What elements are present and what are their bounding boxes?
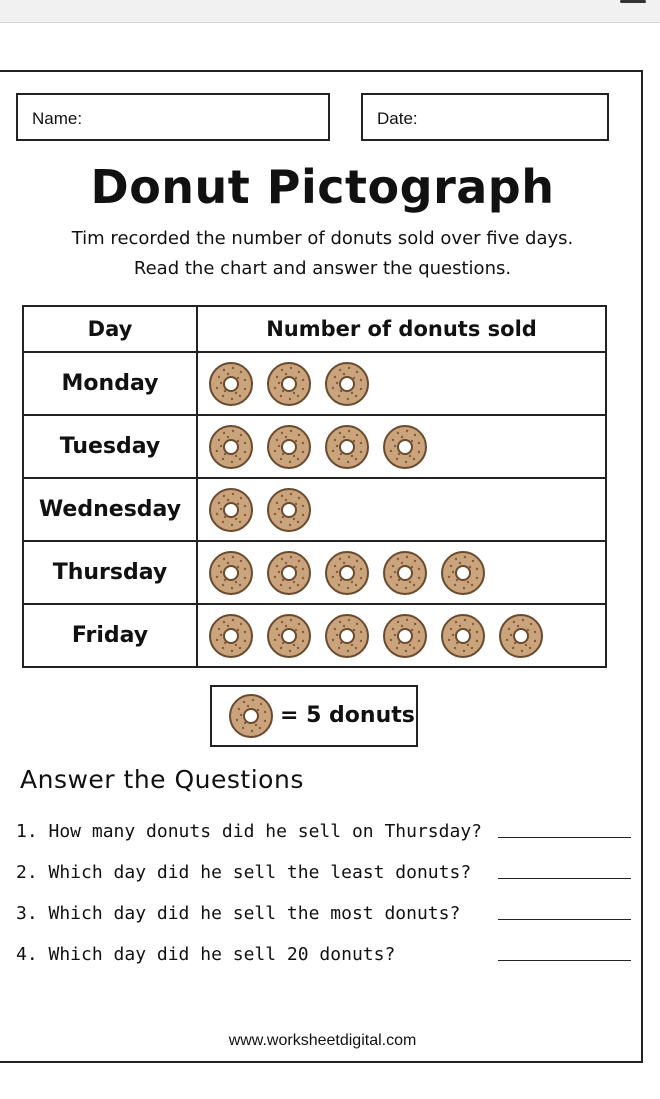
- donut-icon: [266, 361, 312, 407]
- browser-top-bar: [0, 0, 660, 23]
- day-label: Monday: [23, 352, 197, 415]
- questions-heading: Answer the Questions: [20, 765, 304, 794]
- donut-icon: [266, 550, 312, 596]
- answer-line-1[interactable]: [498, 837, 631, 838]
- question-2: 2. Which day did he sell the least donuts?: [16, 862, 472, 883]
- donut-icon: [440, 550, 486, 596]
- donut-icon: [324, 361, 370, 407]
- donut-icon: [440, 613, 486, 659]
- key-label: = 5 donuts: [280, 703, 415, 728]
- donut-icon: [208, 424, 254, 470]
- question-1: 1. How many donuts did he sell on Thursday?: [16, 821, 482, 842]
- question-3: 3. Which day did he sell the most donuts?: [16, 903, 461, 924]
- donut-icon: [382, 550, 428, 596]
- donut-icon: [228, 693, 274, 739]
- day-label: Tuesday: [23, 415, 197, 478]
- table-row: [23, 604, 606, 667]
- donut-icons-cell: [197, 604, 606, 667]
- donut-icon: [208, 361, 254, 407]
- question-4: 4. Which day did he sell 20 donuts?: [16, 944, 396, 965]
- donut-icons-cell: [197, 541, 606, 604]
- name-field[interactable]: [16, 93, 330, 141]
- footer-url: www.worksheetdigital.com: [228, 1032, 417, 1049]
- table-header-row: [23, 306, 606, 352]
- answer-line-4[interactable]: [498, 960, 631, 961]
- day-label: Wednesday: [23, 478, 197, 541]
- name-label: Name:: [32, 109, 83, 128]
- page-title: Donut Pictograph: [90, 160, 555, 214]
- donut-icon: [208, 550, 254, 596]
- day-label: Thursday: [23, 541, 197, 604]
- instructions-line-2: Read the chart and answer the questions.: [133, 258, 512, 279]
- column-header-donuts: Number of donuts sold: [197, 306, 606, 352]
- worksheet: [0, 70, 643, 1063]
- donut-icon: [208, 613, 254, 659]
- donut-icon: [324, 613, 370, 659]
- donut-icon: [208, 487, 254, 533]
- day-label: Friday: [23, 604, 197, 667]
- table-row: [23, 541, 606, 604]
- menu-handle-icon[interactable]: [620, 0, 646, 3]
- donut-icons-cell: [197, 352, 606, 415]
- table-row: [23, 478, 606, 541]
- table-row: [23, 415, 606, 478]
- donut-icon: [382, 424, 428, 470]
- date-label: Date:: [377, 109, 418, 128]
- donut-icon: [324, 550, 370, 596]
- pictograph-table: [22, 305, 607, 668]
- table-row: [23, 352, 606, 415]
- answer-line-3[interactable]: [498, 919, 631, 920]
- donut-icon: [382, 613, 428, 659]
- donut-icon: [266, 424, 312, 470]
- answer-line-2[interactable]: [498, 878, 631, 879]
- donut-icon: [266, 487, 312, 533]
- donut-icon: [324, 424, 370, 470]
- pictograph-key: [210, 685, 418, 747]
- donut-icon: [498, 613, 544, 659]
- donut-icons-cell: [197, 415, 606, 478]
- donut-icons-cell: [197, 478, 606, 541]
- date-field[interactable]: [361, 93, 609, 141]
- column-header-day: Day: [23, 306, 197, 352]
- instructions-line-1: Tim recorded the number of donuts sold over five days.: [71, 228, 574, 249]
- donut-icon: [266, 613, 312, 659]
